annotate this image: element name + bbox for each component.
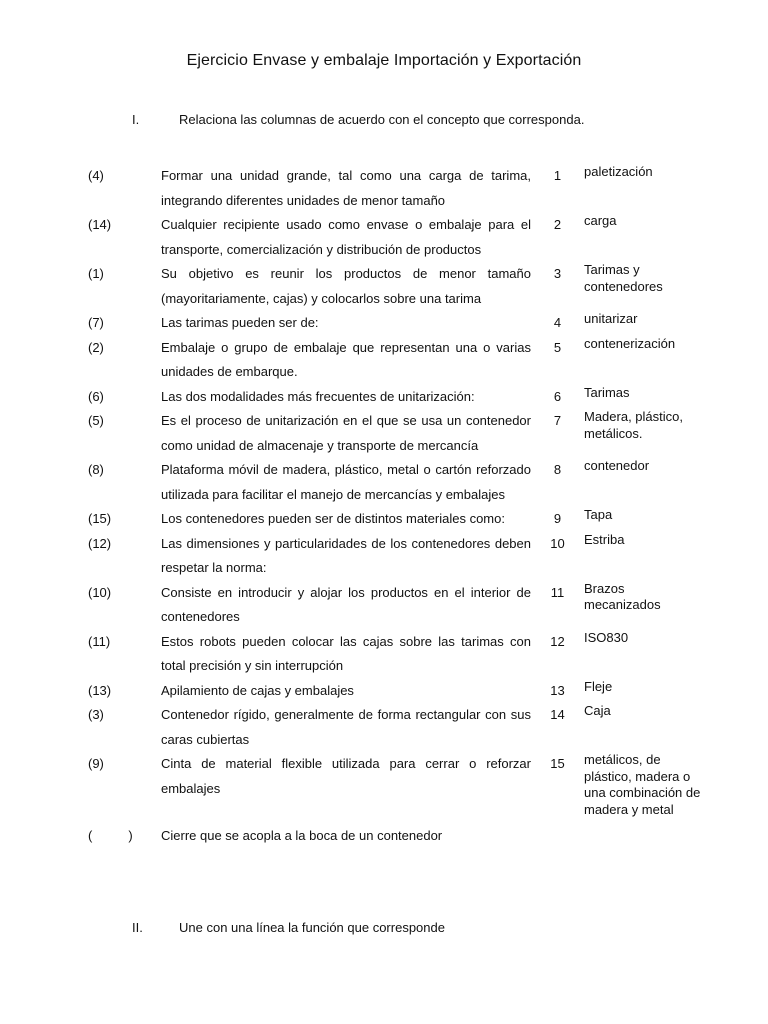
row-code: (2) [88, 339, 104, 355]
row-answer-number: 10 [550, 535, 565, 551]
table-row [88, 213, 704, 262]
table-row [88, 409, 704, 458]
row-answer-number: 9 [553, 511, 562, 526]
table-row [88, 703, 704, 752]
section-2-instruction: Une con una línea la función que corresponde [179, 920, 445, 935]
row-answer-number: 1 [553, 168, 562, 183]
paren-close: ) [128, 828, 133, 843]
row-answer-text: metálicos, de plástico, madera o una combinación de madera y metal [584, 752, 701, 817]
document-title: Ejercicio Envase y embalaje Importación y Exportación [186, 52, 582, 69]
row-description: Contenedor rígido, generalmente de forma rectangular con sus caras cubiertas [161, 707, 531, 747]
row-answer-text: carga [584, 213, 617, 228]
section-1-heading [132, 112, 584, 127]
row-description: Su objetivo es reunir los productos de menor tamaño (mayoritariamente, cajas) y colocarlos sobre una tarima [161, 266, 531, 306]
row-code: (14) [88, 217, 112, 232]
row-answer-number: 4 [553, 315, 562, 330]
row-answer-text: ISO830 [584, 629, 629, 645]
row-description: Las dimensiones y particularidades de los contenedores deben respetar la norma: [161, 535, 531, 575]
row-answer-number: 5 [553, 339, 562, 355]
section-1-numeral: I. [132, 112, 140, 127]
row-description: Plataforma móvil de madera, plástico, metal o cartón reforzado utilizada para facilitar el manejo de mercancías y embalajes [161, 462, 531, 502]
row-answer-number: 12 [550, 633, 565, 649]
row-code: (11) [88, 633, 111, 649]
row-answer-text: Tapa [584, 507, 613, 522]
row-answer-number [531, 818, 584, 849]
row-code: (13) [88, 682, 112, 698]
matching-table [88, 164, 704, 849]
table-row-blank [88, 818, 704, 849]
row-answer-text: paletización [584, 164, 653, 179]
table-row [88, 458, 704, 507]
row-answer-number: 3 [553, 266, 562, 281]
row-code: (5) [88, 413, 104, 428]
row-answer-text: Tarimas [584, 384, 630, 400]
section-2-numeral: II. [132, 920, 143, 935]
section-2-heading [132, 920, 445, 935]
row-answer-text [584, 818, 704, 849]
row-answer-number: 6 [553, 388, 562, 404]
row-description: Las tarimas pueden ser de: [161, 315, 319, 330]
row-description: Formar una unidad grande, tal como una carga de tarima, integrando diferentes unidades de menor tamaño [161, 168, 531, 208]
row-code: (15) [88, 511, 112, 526]
table-row [88, 262, 704, 311]
table-row [88, 581, 704, 630]
row-answer-number: 8 [553, 462, 562, 477]
row-description: Estos robots pueden colocar las cajas sobre las tarimas con total precisión y sin interrupción [161, 633, 531, 673]
row-answer-number: 13 [550, 682, 565, 698]
row-code: (7) [88, 315, 104, 330]
row-answer-number: 11 [550, 584, 565, 600]
row-answer-text: contenerización [584, 335, 676, 351]
row-answer-number: 15 [550, 756, 565, 771]
row-code: (4) [88, 168, 104, 183]
table-row [88, 311, 704, 336]
row-description: Es el proceso de unitarización en el que se usa un contenedor como unidad de almacenaje y transporte de mercancía [161, 413, 531, 453]
row-description: Consiste en introducir y alojar los productos en el interior de contenedores [161, 584, 531, 624]
row-code: (6) [88, 388, 104, 404]
row-answer-text: Brazos mecanizados [584, 580, 661, 612]
paren-open: ( [88, 828, 93, 843]
row-code: (10) [88, 584, 112, 600]
row-answer-text: Fleje [584, 678, 613, 694]
row-answer-text: unitarizar [584, 311, 638, 326]
table-row [88, 630, 704, 679]
row-code-blank [88, 818, 161, 849]
row-answer-number: 2 [553, 217, 562, 232]
row-code: (8) [88, 462, 104, 477]
row-answer-text: Madera, plástico, metálicos. [584, 409, 683, 441]
table-row [88, 532, 704, 581]
row-code: (1) [88, 266, 104, 281]
row-answer-text: contenedor [584, 458, 650, 473]
row-code: (9) [88, 756, 104, 771]
row-description: Cinta de material flexible utilizada para cerrar o reforzar embalajes [161, 756, 531, 796]
row-code: (12) [88, 535, 112, 551]
row-answer-text: Estriba [584, 531, 625, 547]
table-row [88, 507, 704, 532]
row-description: Apilamiento de cajas y embalajes [161, 682, 354, 698]
table-row [88, 752, 704, 818]
row-answer-text: Caja [584, 703, 611, 718]
section-1-instruction: Relaciona las columnas de acuerdo con el concepto que corresponda. [179, 112, 585, 127]
row-description: Embalaje o grupo de embalaje que representan una o varias unidades de embarque. [161, 339, 531, 379]
table-row [88, 679, 704, 704]
table-row [88, 164, 704, 213]
row-description: Cualquier recipiente usado como envase o embalaje para el transporte, comercialización y distribución de productos [161, 217, 531, 257]
row-description: Los contenedores pueden ser de distintos materiales como: [161, 511, 505, 526]
row-description: Las dos modalidades más frecuentes de unitarización: [161, 388, 475, 404]
row-description: Cierre que se acopla a la boca de un contenedor [161, 828, 443, 843]
table-row [88, 336, 704, 385]
table-row [88, 385, 704, 410]
row-answer-number: 14 [550, 707, 565, 722]
row-answer-number: 7 [553, 413, 562, 428]
row-code: (3) [88, 707, 104, 722]
row-answer-text: Tarimas y contenedores [584, 262, 663, 294]
